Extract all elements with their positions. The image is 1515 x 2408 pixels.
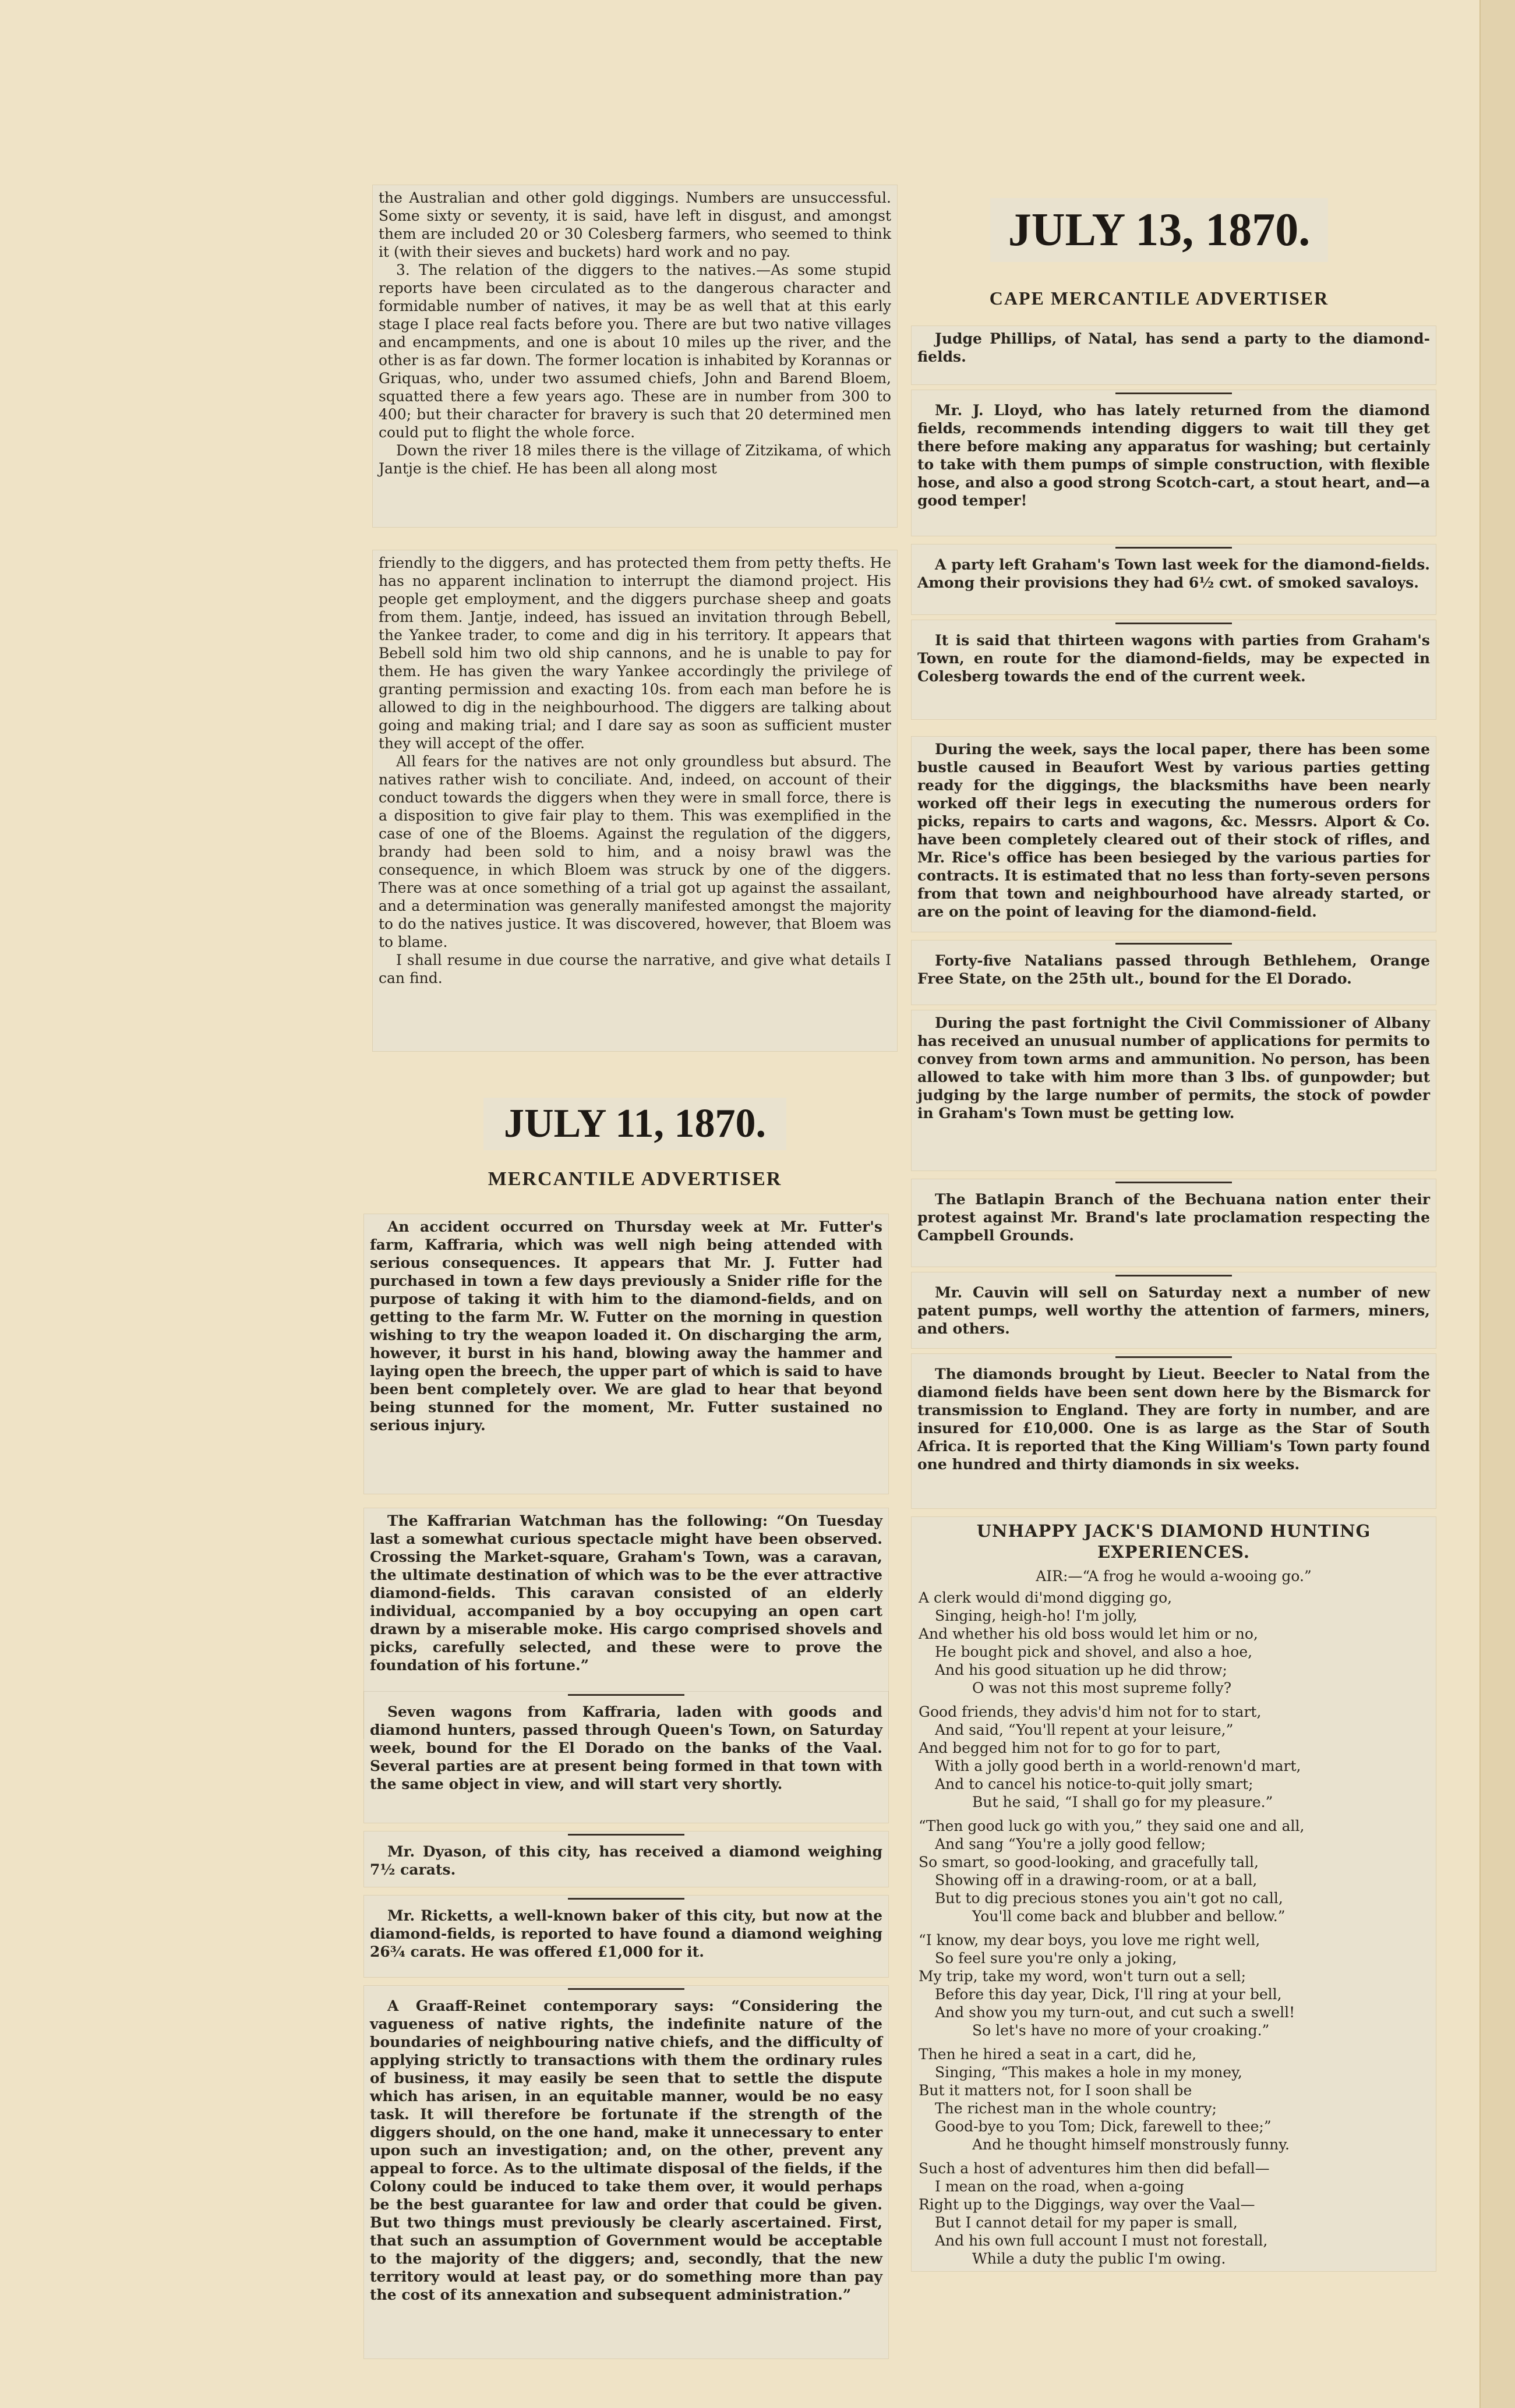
item-text: Mr. Ricketts, a well-known baker of this city, but now at the diamond-fields, is reported to have found a diamond weighing 26¾ carats. He was offered £1,000 for it. (370, 1907, 882, 1960)
dateline-july-11: JULY 11, 1870. (483, 1098, 786, 1150)
item-text: The Batlapin Branch of the Bechuana nation enter their protest against Mr. Brand's late proclamation respecting the Campbell Grounds. (917, 1191, 1430, 1244)
poem-line: So smart, so good-looking, and gracefully tall, (919, 1854, 1259, 1870)
item-text: Judge Phillips, of Natal, has send a party to the diamond-fields. (917, 330, 1430, 365)
poem-stanza (919, 2045, 1429, 2154)
news-item (912, 940, 1436, 1005)
news-item (912, 544, 1436, 614)
item-text: Mr. Dyason, of this city, has received a diamond weighing 7½ carats. (370, 1843, 882, 1878)
item-text: Mr. Cauvin will sell on Saturday next a number of new patent pumps, well worthy the attention of farmers, miners, and others. (917, 1284, 1430, 1337)
poem-line: Before this day year, Dick, I'll ring at your bell, (935, 1986, 1282, 2003)
poem-line: He bought pick and shovel, and also a hoe, (935, 1643, 1253, 1660)
item-text: During the past fortnight the Civil Commissioner of Albany has received an unusual number of applications for permits to convey from town arms and ammunition. No person, has been allowed to take with him more than 3 lbs. of gunpowder; but judging by the large number of permits, the stock of powder in Graham's Town must be getting low. (917, 1014, 1430, 1122)
poem-line: With a jolly good berth in a world-renown'd mart, (935, 1758, 1301, 1774)
poem-stanza (919, 2159, 1429, 2268)
divider (568, 1694, 684, 1696)
paper-name-mercantile: MERCANTILE ADVERTISER (488, 1168, 782, 1190)
news-item (912, 326, 1436, 384)
report-clipping-1 (373, 185, 897, 527)
item-text: A Graaff-Reinet contemporary says: “Considering the vagueness of native rights, the indefinite nature of the boundaries of neighbouring native chiefs, and the difficulty of applying strictly to transactions with them the ordinary rules of business, it may easily be seen that to settle the dispute which has arisen, in an equitable manner, would be no easy task. It will therefore be fortunate if the strength of the diggers should, on the one hand, make it unnecessary to enter upon such an investigation; and, on the other, prevent any appeal to force. As to the ultimate disposal of the fields, if the Colony could be induced to take them over, it would perhaps be the best guarantee for law and order that could be given. But two things must previously be clearly ascertained. First, that such an assumption of Government would be acceptable to the majority of the diggers; and, secondly, that the new territory would at least pay, or do something more than pay the cost of its annexation and subsequent administration.” (370, 1997, 882, 2303)
divider (568, 1834, 684, 1836)
dateline-july-13: JULY 13, 1870. (990, 198, 1328, 262)
poem-line: You'll come back and blubber and bellow.” (972, 1908, 1286, 1925)
poem-line: The richest man in the whole country; (935, 2100, 1217, 2117)
divider (1115, 547, 1232, 549)
paragraph: friendly to the diggers, and has protected them from petty thefts. He has no apparent inclination to interrupt the diamond project. His people get employment, and the diggers purchase sheep and goats from them. Jantje, indeed, has issued an invitation through Bebell, the Yankee trader, to come and dig in his territory. It appears that Bebell sold him two old ship cannons, and he is unable to pay for them. He has given the wary Yankee accordingly the privilege of granting permission and exacting 10s. from each man before he is allowed to dig in the neighbourhood. The diggers are talking about going and making trial; and I dare say as soon as sufficient muster they will accept of the offer. (379, 554, 891, 752)
divider (568, 1988, 684, 1990)
poem-line: And to cancel his notice-to-quit jolly smart; (935, 1776, 1253, 1792)
poem-stanza (919, 1589, 1429, 1697)
poem-line: And begged him not for to go for to part, (919, 1739, 1221, 1756)
item-text: Forty-five Natalians passed through Bethlehem, Orange Free State, on the 25th ult., bound for the El Dorado. (917, 952, 1430, 987)
poem-line: Singing, heigh-ho! I'm jolly, (935, 1607, 1138, 1624)
divider (1115, 1275, 1232, 1277)
poem-line: Singing, “This makes a hole in my money, (935, 2064, 1242, 2081)
news-item (912, 1010, 1436, 1171)
item-text: Mr. J. Lloyd, who has lately returned from the diamond fields, recommends intending diggers to wait till they get there before making any apparatus for washing; but certainly to take with them pumps of simple construction, with flexible hose, and also a good strong Scotch-cart, a stout heart, and—a good temper! (917, 402, 1430, 509)
paragraph: Down the river 18 miles there is the village of Zitzikama, of which Jantje is the chief. He has been all along most (379, 442, 891, 477)
news-item (912, 1354, 1436, 1508)
poem-line: While a duty the public I'm owing. (972, 2250, 1226, 2267)
news-item (364, 1831, 888, 1887)
paragraph: All fears for the natives are not only groundless but absurd. The natives rather wish to conciliate. And, indeed, on account of their conduct towards the diggers when they were in small force, there is a disposition to give fair play to them. This was exemplified in the case of one of the Bloems. Against the regulation of the diggers, brandy had been sold to him, and a noisy brawl was the consequence, in which Bloem was struck by one of the diggers. There was at once something of a trial got up against the assailant, and a determination was generally manifested amongst the majority to do the natives justice. It was discovered, however, that Bloem was to blame. (379, 753, 891, 950)
divider (1115, 1356, 1232, 1358)
poem-line: So feel sure you're only a joking, (935, 1950, 1177, 1967)
poem-stanza (919, 1931, 1429, 2039)
poem-line: But I cannot detail for my paper is small, (935, 2214, 1238, 2231)
poem-line: Then he hired a seat in a cart, did he, (919, 2046, 1197, 2063)
news-item (912, 737, 1436, 932)
news-item (912, 390, 1436, 536)
poem-line: My trip, take my word, won't turn out a sell; (919, 1968, 1246, 1985)
page-edge (1479, 0, 1515, 2408)
poem-title: UNHAPPY JACK'S DIAMOND HUNTING EXPERIENCES. (976, 1521, 1371, 1562)
poem-line: But he said, “I shall go for my pleasure.” (972, 1794, 1273, 1811)
report-clipping-2 (373, 550, 897, 1051)
item-text: Seven wagons from Kaffraria, laden with goods and diamond hunters, passed through Queen's Town, on Saturday week, bound for the El Dorado on the banks of the Vaal. Several parties are at present being formed in that town with the same object in view, and will start very shortly. (370, 1703, 882, 1792)
poem-line: O was not this most supreme folly? (972, 1679, 1232, 1696)
news-item (364, 1214, 888, 1494)
paragraph: the Australian and other gold diggings. Numbers are unsuccessful. Some sixty or seventy, it is said, have left in disgust, and amongst them are included 20 or 30 Colesberg farmers, who seemed to think it (with their sieves and buckets) hard work and no pay. (379, 189, 891, 260)
paper-name-cape-mercantile: CAPE MERCANTILE ADVERTISER (989, 288, 1329, 309)
news-item (364, 1896, 888, 1977)
paragraph: I shall resume in due course the narrative, and give what details I can find. (379, 952, 891, 986)
poem-line: But to dig precious stones you ain't got no call, (935, 1890, 1283, 1907)
divider (568, 1898, 684, 1900)
poem-stanza (919, 1817, 1429, 1925)
poem-air: AIR:—“A frog he would a-wooing go.” (1036, 1568, 1312, 1585)
poem-line: “Then good luck go with you,” they said one and all, (919, 1818, 1305, 1834)
poem-line: And his own full account I must not forestall, (935, 2232, 1268, 2249)
poem-line: Right up to the Diggings, way over the Vaal— (919, 2196, 1255, 2213)
news-item (912, 1272, 1436, 1348)
poem-line: And sang “You're a jolly good fellow; (935, 1836, 1206, 1852)
news-item (364, 1986, 888, 2359)
item-text: A party left Graham's Town last week for the diamond-fields. Among their provisions they had 6½ cwt. of smoked savaloys. (917, 556, 1430, 591)
poem-line: Good friends, they advis'd him not for to start, (919, 1703, 1262, 1720)
item-text: It is said that thirteen wagons with parties from Graham's Town, en route for the diamond-fields, may be expected in Colesberg towards the end of the current week. (917, 632, 1430, 685)
news-item (364, 1692, 888, 1823)
divider (1115, 943, 1232, 945)
poem-line: “I know, my dear boys, you love me right well, (919, 1932, 1260, 1949)
poem-line: And show you my turn-out, and cut such a swell! (935, 2004, 1295, 2021)
poem-line: Good-bye to you Tom; Dick, farewell to thee;” (935, 2118, 1272, 2135)
poem-line: But it matters not, for I soon shall be (919, 2082, 1192, 2099)
item-text: An accident occurred on Thursday week at Mr. Futter's farm, Kaffraria, which was well nigh being attended with serious consequences. It appears that Mr. J. Futter had purchased in town a few days previously a Snider rifle for the purpose of taking it with him to the diamond-fields, and on getting to the farm Mr. W. Futter on the morning in question wishing to try the weapon loaded it. On discharging the arm, however, it burst in his hand, blowing away the hammer and laying open the breech, the upper part of which is said to have been bent completely over. We are glad to hear that beyond being stunned for the moment, Mr. Futter sustained no serious injury. (370, 1218, 882, 1434)
poem-line: And he thought himself monstrously funny. (972, 2136, 1290, 2153)
divider (1115, 393, 1232, 394)
paragraph: 3. The relation of the diggers to the natives.—As some stupid reports have been circulated as to the dangerous character and formidable number of natives, it may be as well that at this early stage I place real facts before you. There are but two native villages and encampments, and one is about 10 miles up the river, and the other is as far down. The former location is inhabited by Korannas or Griquas, who, under two assumed chiefs, John and Barend Bloem, squatted there a few years ago. These are in number from 300 to 400; but their character for bravery is such that 20 determined men could put to flight the whole force. (379, 261, 891, 441)
poem-line: I mean on the road, when a-going (935, 2178, 1184, 2195)
poem-line: And whether his old boss would let him or no, (919, 1625, 1258, 1642)
poem-clipping (912, 1517, 1436, 2271)
news-item (912, 620, 1436, 719)
poem-line: And said, “You'll repent at your leisure,” (935, 1721, 1234, 1738)
item-text: The Kaffrarian Watchman has the following: “On Tuesday last a somewhat curious spectacle might have been observed. Crossing the Market-square, Graham's Town, was a caravan, the ultimate destination of which was to be the ever attractive diamond-fields. This caravan consisted of an elderly individual, accompanied by a boy occupying an open cart drawn by a miserable moke. His cargo comprised shovels and picks, carefully selected, and these were to prove the foundation of his fortune.” (370, 1512, 882, 1674)
poem-line: Showing off in a drawing-room, or at a ball, (935, 1872, 1258, 1889)
poem-line: So let's have no more of your croaking.” (972, 2022, 1270, 2039)
poem-line: A clerk would di'mond digging go, (919, 1589, 1173, 1606)
item-text: During the week, says the local paper, there has been some bustle caused in Beaufort West by various parties getting ready for the diggings, the blacksmiths have been nearly worked off their legs in executing the numerous orders for picks, repairs to carts and wagons, &c. Messrs. Alport & Co. have been completely cleared out of their stock of rifles, and Mr. Rice's office has been besieged by the various parties for contracts. It is estimated that no less than forty-seven persons from that town and neighbourhood have already started, or are on the point of leaving for the diamond-field. (917, 741, 1430, 920)
poem-line: Such a host of adventures him then did befall— (919, 2160, 1270, 2177)
divider (1115, 1182, 1232, 1183)
poem-stanza (919, 1703, 1429, 1811)
item-text: The diamonds brought by Lieut. Beecler to Natal from the diamond fields have been sent down here by the Bismarck for transmission to England. They are forty in number, and are insured for £10,000. One is as large as the Star of South Africa. It is reported that the King William's Town party found one hundred and thirty diamonds in six weeks. (917, 1366, 1430, 1473)
poem-line: And his good situation up he did throw; (935, 1661, 1227, 1678)
news-item (912, 1179, 1436, 1267)
divider (1115, 623, 1232, 624)
